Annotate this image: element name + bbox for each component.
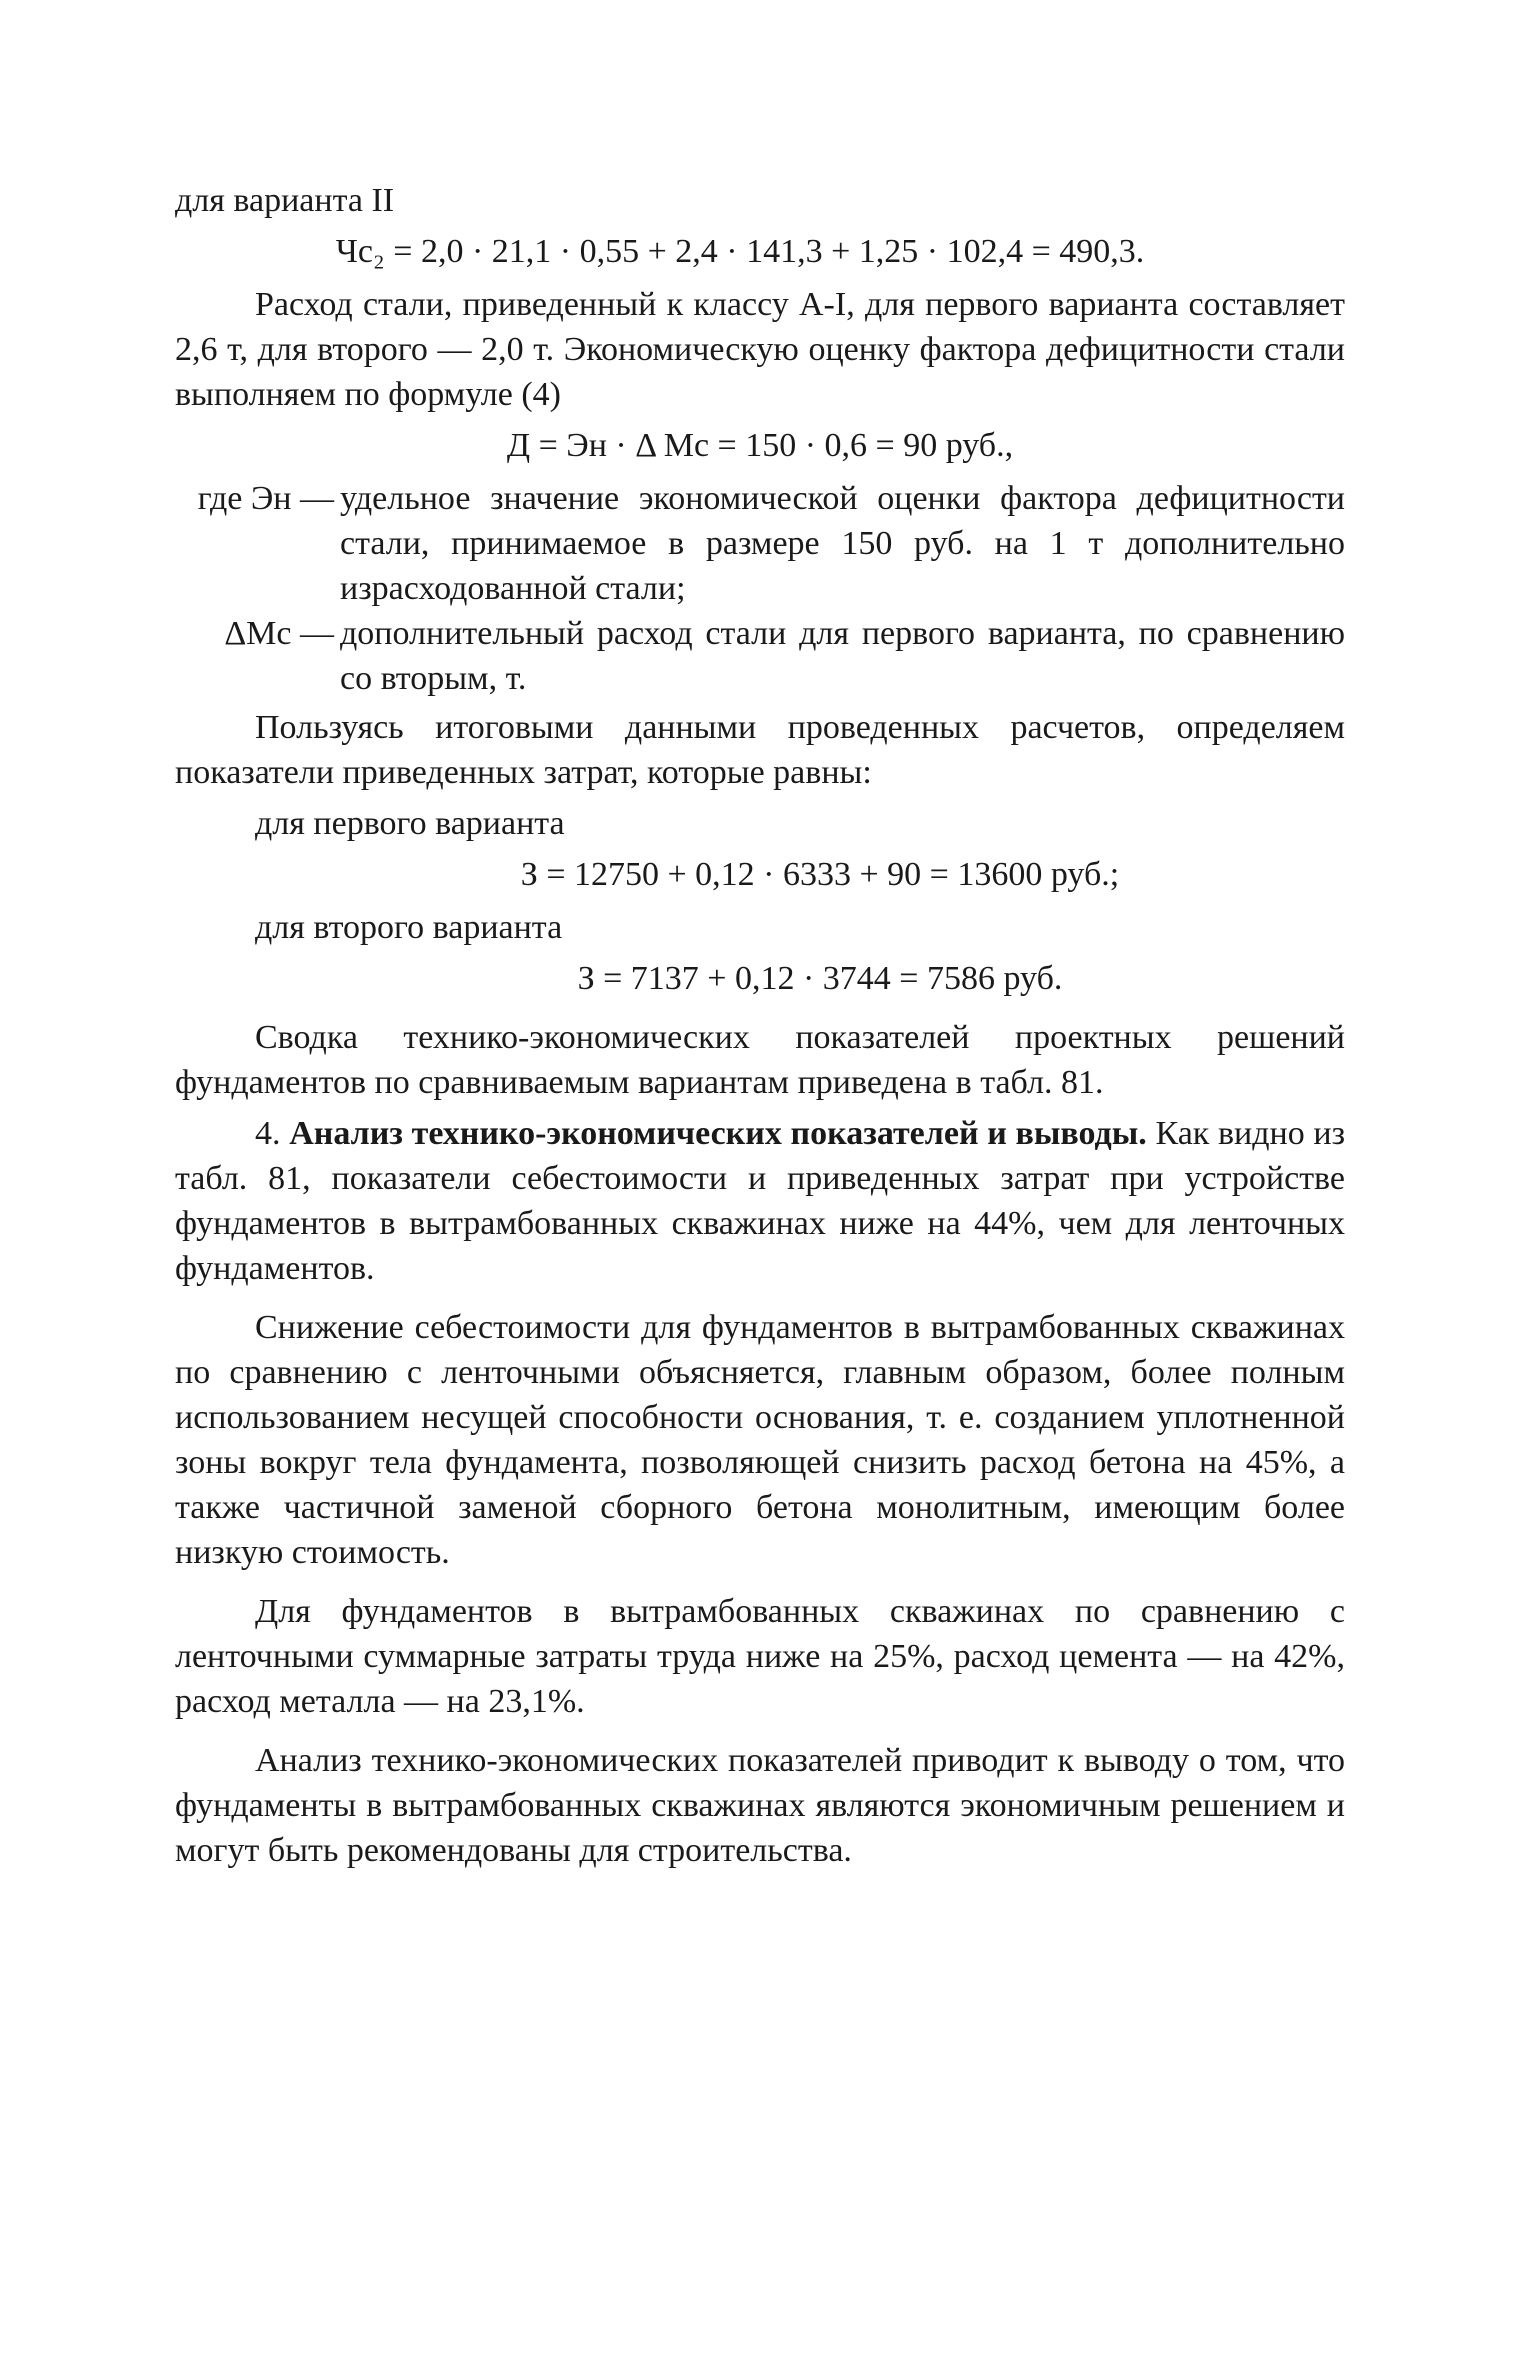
definition-term — [175, 476, 340, 521]
definition-text: удельное значение экономической оценки фактора дефицитности стали, принимаемое в размере 150 руб. на 1 т дополнительно израсходованной стали; — [340, 480, 1345, 607]
where-prefix: где — [197, 480, 243, 517]
section-4-heading: Анализ технико-экономических показателей и выводы. — [289, 1115, 1147, 1152]
labor-paragraph: Для фундаментов в вытрамбованных скважинах по сравнению с ленточными суммарные затраты труда ниже на 25%, расход цемента — на 42%, расход металла — на 23,1%. — [175, 1593, 1345, 1720]
section-4-paragraph — [175, 1111, 1345, 1291]
cost-paragraph: Снижение себестоимости для фундаментов в вытрамбованных скважинах по сравнению с ленточными объясняется, главным образом, более полным использованием несущей способности основания, т. е. созданием уплотненной зоны вокруг тела фундамента, позволяющей снизить расход бетона на 45%, а также частичной заменой сборного бетона монолитным, имеющим более низкую стоимость. — [175, 1309, 1345, 1571]
section-4-text: Как видно из табл. 81, показатели себестоимости и приведенных затрат при устройстве фундаментов в вытрамбованных скважинах ниже на 44%, чем для ленточных фундаментов. — [175, 1115, 1346, 1287]
definition-row — [175, 611, 1345, 701]
formula-z1: З = 12750 + 0,12 · 6333 + 90 = 13600 руб.; — [520, 856, 1120, 893]
definition-symbol: ΔМс — — [224, 615, 334, 652]
section-4-number: 4. — [255, 1115, 281, 1152]
definition-row — [175, 476, 1345, 611]
definition-text: дополнительный расход стали для первого варианта, по сравнению со вторым, т. — [340, 615, 1345, 697]
definition-symbol: Эн — — [250, 480, 334, 517]
definitions-list — [175, 476, 1345, 701]
variant-1-label: для первого варианта — [255, 805, 565, 842]
formula-d: Д = Эн · Δ Мс = 150 · 0,6 = 90 руб., — [506, 427, 1014, 464]
document-page — [175, 178, 1345, 1879]
conclusion-paragraph: Анализ технико-экономических показателей приводит к выводу о том, что фундаменты в вытрамбованных скважинах являются экономичным решением и могут быть рекомендованы для строительства. — [175, 1742, 1345, 1869]
formula-z2: З = 7137 + 0,12 · 3744 = 7586 руб. — [577, 960, 1063, 997]
variant-2-label: для варианта II — [175, 182, 395, 219]
steel-paragraph: Расход стали, приведенный к классу А-I, для первого варианта составляет 2,6 т, для второго — 2,0 т. Экономическую оценку фактора дефицитности стали выполняем по формуле (4) — [175, 286, 1345, 413]
formula-c2: Чс₂ = 2,0 · 21,1 · 0,55 + 2,4 · 141,3 + 1,25 · 102,4 = 490,3. — [335, 233, 1145, 270]
variant-2b-label: для второго варианта — [255, 909, 563, 946]
summary-paragraph: Сводка технико-экономических показателей проектных решений фундаментов по сравниваемым вариантам приведена в табл. 81. — [175, 1019, 1345, 1101]
results-paragraph: Пользуясь итоговыми данными проведенных расчетов, определяем показатели приведенных затрат, которые равны: — [175, 709, 1345, 791]
